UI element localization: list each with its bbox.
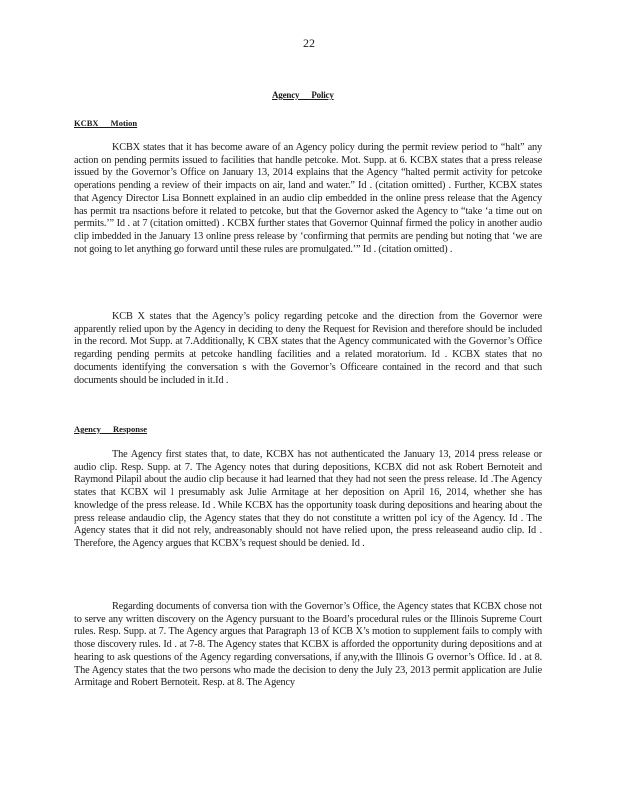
paragraph: Regarding documents of conversa tion with the Governor’s Office, the Agency states that KCBX chose not to serve any written discovery on the Agency pursuant to the Board’s procedural rules or the Illinois Supreme Court rules. Resp. Supp. at 7. The Agency argues that Paragraph 13 of KCB X’s motion to supplement fails to comply with those discovery rules. Id . at 7-8. The Agency states that KCBX is afforded the opportunity during depositions and at hearing to ask questions of the Agency regarding conversations, if any,with the Illinois G overnor’s Office. Id . at 8. The Agency states that the two persons who made the decision to deny the July 23, 2013 permit application are Julie Armitage and Robert Bernoteit. Resp. at 8. The Agency: [74, 601, 542, 689]
paragraph: The Agency first states that, to date, KCBX has not authenticated the January 13, 2014 press release or audio clip. Resp. Supp. at 7. The Agency notes that during depositions, KCBX did not ask Robert Bernoteit and Raymond Pilapil about the audio clip because it had learned that they had not seen the press release. Id .The Agency states that KCBX wil l presumably ask Julie Armitage at her deposition on April 16, 2014, whether she has knowledge of the press release. Id . While KCBX has the opportunity toask during depositions and hearing about the press release andaudio clip, the Agency states that they do not constitute a written pol icy of the Agency. Id . The Agency states that it did not rely, andreasonably should not have relied upon, the press releaseand audio clip. Id . Therefore, the Agency argues that KCBX’s request should be denied. Id .: [74, 449, 542, 549]
subheading-agency-response: Agency Response: [74, 424, 148, 434]
subheading-kcbx-motion: KCBX Motion: [74, 118, 138, 128]
paragraph: KCBX states that it has become aware of an Agency policy during the permit review period to “halt” any action on pending permits issued to facilities that handle petcoke. Mot. Supp. at 6. KCBX states that a press release issued by the Governor’s Office on January 13, 2014 explains that the Agency “halted permit activity for petcoke operations pending a review of their impacts on air, land and water.” Id . (citation omitted) . Further, KCBX states that Agency Director Lisa Bonnett explained in an audio clip embedded in the online press release that the Agency has permit tra nsactions before it related to petcoke, but that the Governor asked the Agency to “take ‘a time out on permits.’” Id . at 7 (citation omitted) . KCBX further states that Governor Quinnaf firmed the policy in another audio clip imbedded in the January 13 online press release by ‘confirming that permits are pending but noting that ‘we are not going to let anything go forward until these rules are promulgated.’” Id . (citation omitted) .: [74, 142, 542, 255]
paragraph: KCB X states that the Agency’s policy regarding petcoke and the direction from the Governor were apparently relied upon by the Agency in deciding to deny the Request for Revision and therefore should be included in the record. Mot Supp. at 7.Additionally, K CBX states that the Agency communicated with the Governor’s Office regarding pending permits at petcoke handling facilities and a related moratorium. Id . KCBX states that no documents identifying the conversation s with the Governor’s Officeare contained in the record and that such documents should be included in it.Id .: [74, 311, 542, 386]
section-heading-agency-policy: Agency Policy: [272, 90, 334, 100]
page-number: 22: [303, 36, 315, 50]
